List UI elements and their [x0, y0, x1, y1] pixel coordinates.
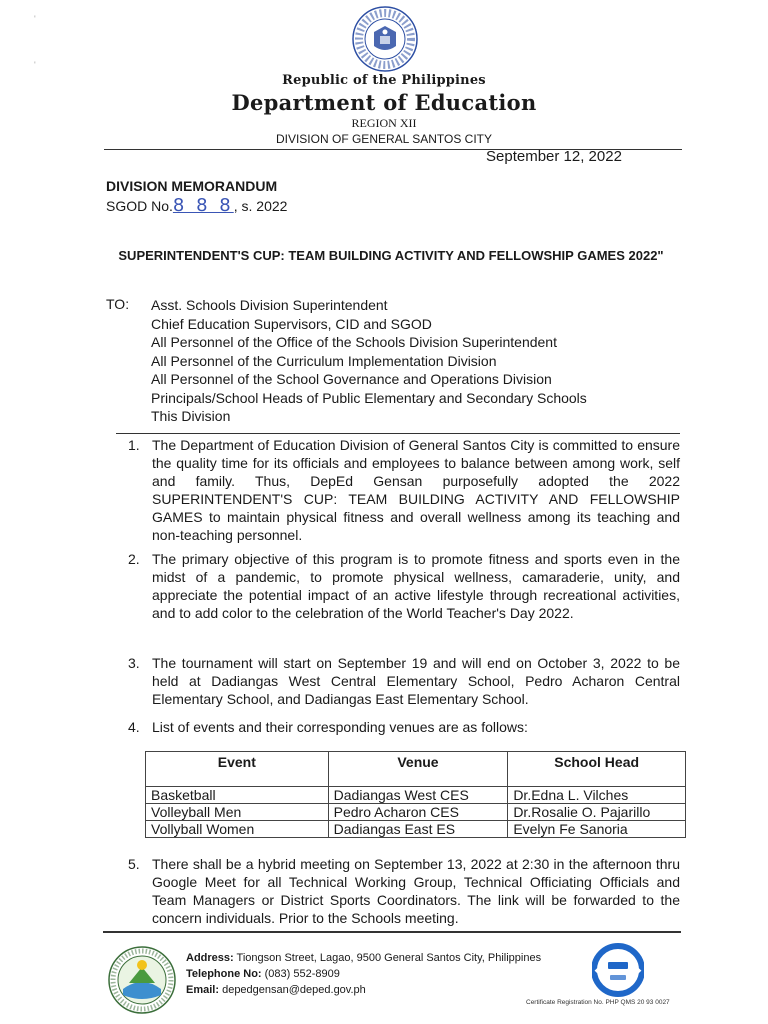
phone-label: Telephone No:	[186, 968, 262, 980]
memo-number: 8 8 8	[172, 195, 234, 216]
footer-contact	[186, 950, 541, 998]
table-cell: Dadiangas West CES	[328, 787, 508, 804]
certification-logo-icon	[592, 942, 644, 998]
scan-mark: '	[34, 14, 36, 24]
email-value: depedgensan@deped.gov.ph	[222, 984, 366, 996]
table-row	[146, 821, 686, 838]
recipient-list	[151, 296, 587, 426]
paragraph-number: 5.	[128, 856, 140, 872]
recipient-item: All Personnel of the Office of the Schools Division Superintendent	[151, 334, 557, 350]
memo-series: , s. 2022	[233, 198, 288, 214]
memo-type: DIVISION MEMORANDUM	[106, 178, 278, 194]
phone-value: (083) 552-8909	[264, 968, 340, 980]
address-value: Tiongson Street, Lagao, 9500 General Santos City, Philippines	[236, 952, 542, 964]
address-line	[186, 950, 541, 966]
table-cell: Dr.Rosalie O. Pajarillo	[508, 804, 686, 821]
table-cell: Dr.Edna L. Vilches	[508, 787, 686, 804]
division-seal-icon	[103, 945, 181, 1015]
deped-seal-icon	[352, 6, 418, 72]
table-row	[146, 804, 686, 821]
paragraph-number: 3.	[128, 655, 140, 671]
table-spacer-row	[146, 772, 686, 787]
table-row	[146, 787, 686, 804]
department-heading: Department of Education	[231, 90, 537, 115]
paragraph-text: List of events and their corresponding venues are as follows:	[152, 719, 528, 735]
paragraph-number: 4.	[128, 719, 140, 735]
recipient-item: Principals/School Heads of Public Elementary and Secondary Schools	[151, 389, 587, 406]
table-cell: Basketball	[146, 787, 329, 804]
memo-subject: SUPERINTENDENT'S CUP: TEAM BUILDING ACTIVITY AND FELLOWSHIP GAMES 2022"	[118, 248, 664, 263]
table-cell: Evelyn Fe Sanoria	[508, 821, 686, 838]
table-header-school-head: School Head	[508, 752, 686, 773]
paragraph-text: The Department of Education Division of General Santos City is committed to ensure the quality time for its officials and employees to balance between among work, self and family. Thus, DepEd Gensan purposefully adopted the 2022 SUPERINTENDENT'S CUP: TEAM BUILDING ACTIVITY AND FELLOWSHIP GAMES to maintain physical fitness and overall wellness among its teaching and non-teaching personnel.	[152, 437, 680, 543]
paragraph-number: 1.	[128, 437, 140, 453]
memo-number-prefix: SGOD No.	[106, 198, 173, 214]
address-label: Address:	[186, 952, 234, 964]
memo-date: September 12, 2022	[486, 148, 622, 165]
paragraph-text: The primary objective of this program is to promote fitness and sports even in the midst of a pandemic, to promote physical wellness, camaraderie, unity, and appreciate the potential impact of an active lifestyle through recreational activities, and to add color to the celebration of the World Teacher's Day 2022.	[152, 551, 680, 621]
to-divider	[116, 433, 680, 434]
footer-divider	[103, 931, 681, 933]
republic-heading: Republic of the Philippines	[282, 73, 486, 88]
table-header-event: Event	[146, 752, 329, 773]
recipient-item: Chief Education Supervisors, CID and SGOD	[151, 315, 432, 332]
memo-number-line	[106, 195, 287, 216]
email-label: Email:	[186, 984, 220, 996]
region-heading: REGION XII	[351, 116, 417, 130]
to-label: TO:	[106, 296, 130, 312]
scan-mark: '	[34, 60, 36, 70]
recipient-item: Asst. Schools Division Superintendent	[151, 297, 388, 313]
table-cell: Vollyball Women	[146, 821, 329, 838]
email-line	[186, 982, 541, 998]
certificate-registration: Certificate Registration No. PHP QMS 20 93 0027	[526, 999, 670, 1006]
table-cell: Dadiangas East ES	[328, 821, 508, 838]
table-header-venue: Venue	[328, 752, 508, 773]
paragraph-number: 2.	[128, 551, 140, 567]
recipient-item: All Personnel of the School Governance and Operations Division	[151, 371, 552, 387]
table-cell: Pedro Acharon CES	[328, 804, 508, 821]
recipient-item: This Division	[151, 408, 231, 424]
phone-line	[186, 966, 541, 982]
paragraph-text: The tournament will start on September 19 and will end on October 3, 2022 to be held at Dadiangas West Central Elementary School, Pedro Acharon Central Elementary School, and Dadiangas East Elementary School.	[152, 655, 680, 707]
events-table	[145, 751, 686, 838]
table-cell: Volleyball Men	[146, 804, 329, 821]
paragraph-text: There shall be a hybrid meeting on September 13, 2022 at 2:30 in the afternoon thru Google Meet for all Technical Working Group, Technical Officiating Officials and Team Managers or District Sports Coordinators. The link will be forwarded to the concern individuals. Prior to the Schools meeting.	[152, 856, 680, 926]
recipient-item: All Personnel of the Curriculum Implementation Division	[151, 352, 497, 369]
division-heading: DIVISION OF GENERAL SANTOS CITY	[275, 132, 493, 146]
